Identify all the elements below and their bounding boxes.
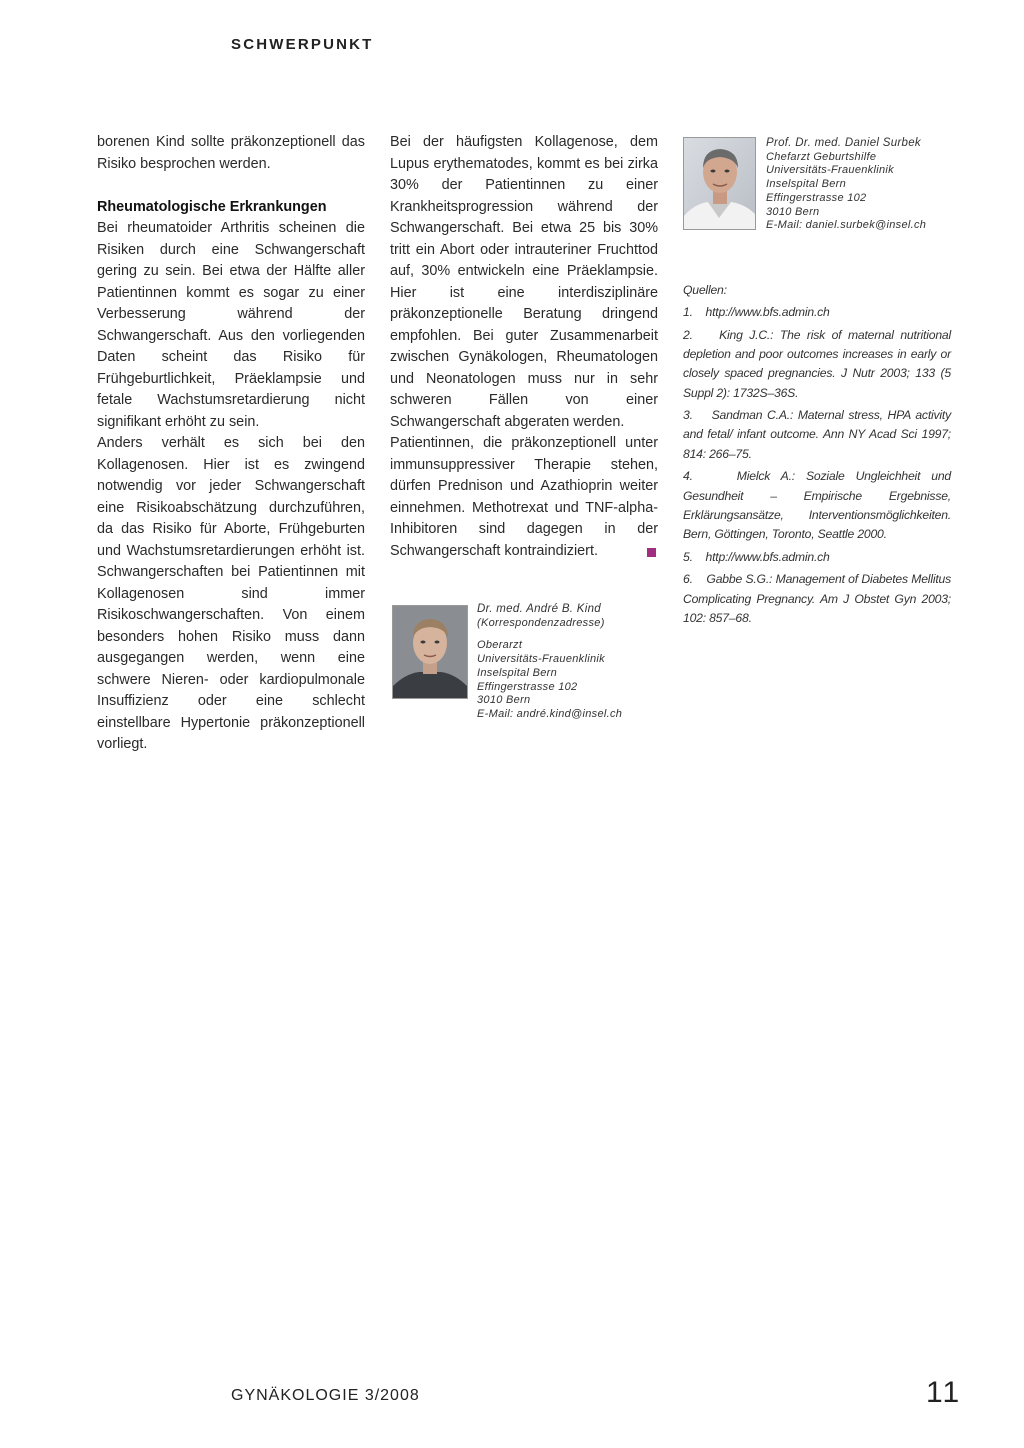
- author-name: Prof. Dr. med. Daniel Surbek: [766, 137, 921, 149]
- reference-item: 1. http://www.bfs.admin.ch: [683, 305, 830, 320]
- section-heading: Rheumatologische Erkrankungen: [97, 198, 327, 215]
- article-column-1: [97, 132, 365, 756]
- section-header: SCHWERPUNKT: [231, 36, 374, 53]
- paragraph: Anders verhält es sich bei den Kollagenosen. Hier ist es zwingend notwendig vor jeder Schwangerschaft eine Risikoabschätzung durchzuführen, da das Risiko für Aborte, Frühgeburten und Wachstumsretardierungen erhöht ist. Schwangerschaften bei Patientinnen mit Kollagenosen sind immer Risikoschwangerschaften. Von einem besonders hohen Risiko muss dann ausgegangen werden, wenn eine schwere Nieren- oder kardiopulmonale Insuffizienz oder eine schlecht einstellbare Hypertonie präkonzeptionell vorliegt.: [97, 435, 365, 752]
- author-hospital: Inselspital Bern: [766, 178, 847, 191]
- references: [683, 281, 951, 631]
- author-institution: Universitäts-Frauenklinik: [766, 164, 894, 177]
- author-street: Effingerstrasse 102: [477, 680, 578, 693]
- reference-item: 5. http://www.bfs.admin.ch: [683, 549, 830, 564]
- reference-item: 3. Sandman C.A.: Maternal stress, HPA activity and fetal/ infant outcome. Ann NY Acad Sci 1997; 814: 266–75.: [683, 408, 951, 461]
- reference-item: 4. Mielck A.: Soziale Ungleichheit und Gesundheit – Empirische Ergebnisse, Erklärungsansätze, Interventionsmöglichkeiten. Bern, Göttingen, Toronto, Seattle 2000.: [683, 469, 951, 541]
- author-title: Chefarzt Geburtshilfe: [766, 150, 877, 163]
- paragraph: Bei rheumatoider Arthritis scheinen die Risiken durch eine Schwangerschaft gering zu sein. Bei etwa der Hälfte aller Patientinnen kommt es sogar zu einer Verbesserung während der Schwangerschaft. Aus den vorliegenden Daten scheint das Risiko für Frühgeburtlichkeit, Präeklampsie und fetale Wachstumsretardierung nicht signifikant erhöht zu sein.: [97, 220, 365, 430]
- author-photo-kind: [392, 605, 468, 699]
- paragraph: Bei der häufigsten Kollagenose, dem Lupus erythematodes, kommt es bei zirka 30% der Patientinnen zu einer Krankheitsprogression während der Schwangerschaft. Bei etwa 25 bis 30% tritt ein Abort oder intrauteriner Fruchttod auf, 30% entwickeln eine Präeklampsie. Hier ist eine interdisziplinäre präkonzeptionelle Beratung dringend empfohlen. Bei guter Zusammenarbeit zwischen Gynäkologen, Rheumatologen und Neonatologen muss nur in sehr schweren Fällen von einer Schwangerschaft abgeraten werden.: [390, 134, 658, 430]
- author-city: 3010 Bern: [477, 694, 531, 707]
- author-note: (Korrespondenzadresse): [477, 616, 605, 629]
- author-street: Effingerstrasse 102: [766, 191, 867, 204]
- author-email: E-Mail: daniel.surbek@insel.ch: [766, 219, 927, 232]
- author-institution: Universitäts-Frauenklinik: [477, 653, 605, 666]
- references-title: Quellen:: [683, 283, 727, 297]
- author-photo-surbek: [683, 137, 756, 230]
- paragraph-text: Patientinnen, die präkonzeptionell unter immunsuppressiver Therapie stehen, dürfen Prednison und Azathioprin weiter einnehmen. Methotrexat und TNF-alpha-Inhibitoren sind dagegen in der Schwangerschaft kontraindiziert.: [390, 435, 658, 559]
- author-info-kind: [477, 603, 622, 722]
- author-name: Dr. med. André B. Kind: [477, 603, 601, 615]
- article-column-2: [390, 132, 658, 562]
- journal-footer: GYNÄKOLOGIE 3/2008: [231, 1387, 420, 1404]
- paragraph: [390, 433, 658, 562]
- reference-item: 6. Gabbe S.G.: Management of Diabetes Mellitus Complicating Pregnancy. Am J Obstet Gyn 2003; 102: 857–68.: [683, 572, 951, 625]
- paragraph: borenen Kind sollte präkonzeptionell das Risiko besprochen werden.: [97, 134, 365, 172]
- author-title: Oberarzt: [477, 639, 523, 652]
- reference-item: 2. King J.C.: The risk of maternal nutritional depletion and poor outcomes increases in early or closely spaced pregnancies. J Nutr 2003; 133 (5 Suppl 2): 1732S–36S.: [683, 327, 951, 400]
- author-email: E-Mail: andré.kind@insel.ch: [477, 707, 623, 720]
- end-of-article-mark: [647, 548, 656, 557]
- author-city: 3010 Bern: [766, 205, 820, 218]
- page-number: 11: [926, 1376, 962, 1409]
- author-info-surbek: [766, 137, 926, 233]
- author-hospital: Inselspital Bern: [477, 666, 558, 679]
